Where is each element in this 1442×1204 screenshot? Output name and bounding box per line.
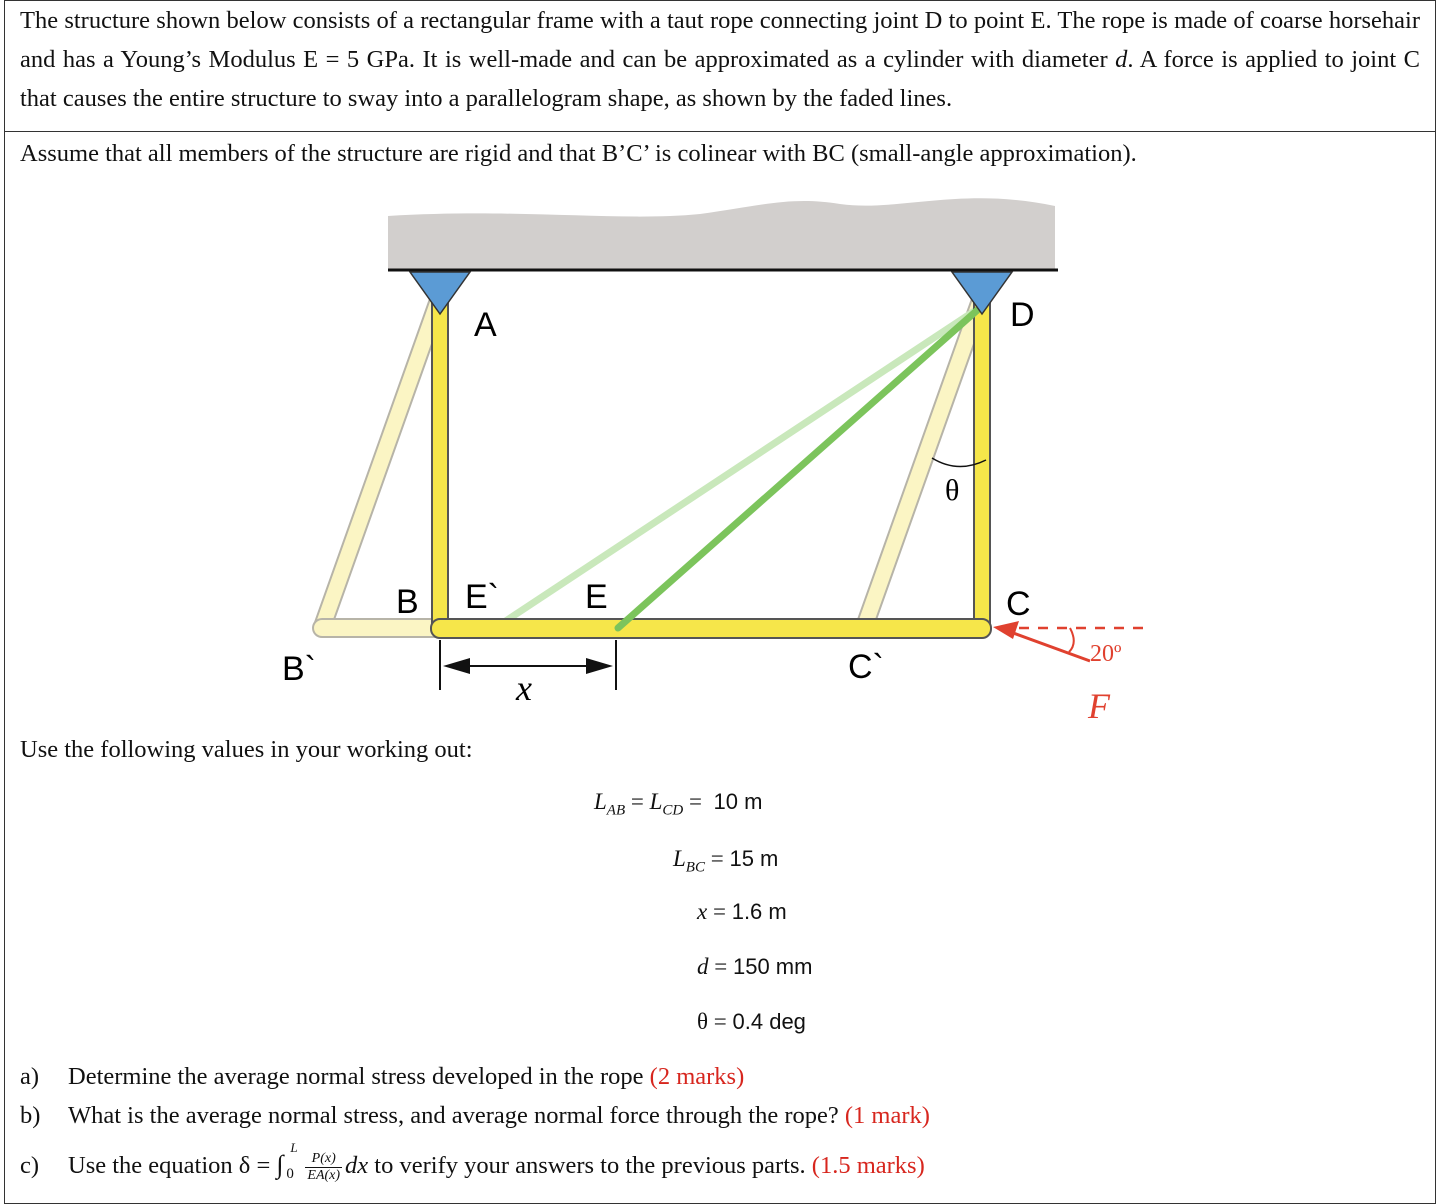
force-arrow — [1005, 630, 1090, 661]
question-a: a) Determine the average normal stress developed in the rope (2 marks) — [20, 1063, 745, 1090]
question-c: c) Use the equation δ = ∫ L 0 $\frac{P(x)}{EA(x)}$ dx to verify your answers to the previous parts. (1.5 marks) — [20, 1140, 925, 1183]
values-intro: Use the following values in your working out: — [20, 736, 473, 763]
label-a: A — [474, 306, 497, 344]
support-a — [410, 272, 470, 314]
angle-arc — [1069, 628, 1074, 652]
force-arrowhead — [993, 621, 1019, 639]
label-b: B — [396, 583, 419, 621]
label-angle: 20º — [1090, 641, 1122, 667]
label-force: F — [1088, 686, 1110, 726]
label-e-prime: E` — [465, 578, 499, 616]
eq-lab-lcd: $L_{AB} = L_{CD} = 10$ m — [594, 789, 763, 819]
label-e: E — [585, 578, 608, 616]
ceiling — [388, 198, 1055, 270]
eq-d: d = 150 mm — [697, 954, 813, 979]
eq-lbc: $L_{BC} = 15$ m — [673, 846, 779, 876]
label-theta: θ — [945, 474, 960, 507]
eq-theta: θ = 0.4 deg — [697, 1009, 806, 1034]
assumption-paragraph: Assume that all members of the structure are rigid and that B’C’ is colinear with BC (small-angle approximation). — [20, 140, 1137, 167]
label-c: C — [1006, 585, 1031, 623]
label-x: x — [516, 668, 532, 708]
dim-arrow-right — [586, 658, 613, 674]
dim-arrow-left — [443, 658, 470, 674]
label-d: D — [1010, 296, 1035, 334]
integral: ∫ L 0 — [276, 1140, 298, 1182]
eq-x: x = 1.6 m — [697, 899, 787, 924]
fraction: $\frac{P(x)}{EA(x)}$ — [307, 1150, 341, 1183]
label-c-prime: C` — [848, 648, 884, 686]
label-b-prime: B` — [282, 650, 316, 688]
question-b: b) What is the average normal stress, and average normal force through the rope? (1 mark) — [20, 1102, 930, 1129]
member-bc — [431, 619, 991, 638]
support-d — [952, 272, 1012, 314]
intro-paragraph: The structure shown below consists of a rectangular frame with a taut rope connecting joint D to point E. The rope is made of coarse horsehair and has a Young’s Modulus E = 5 GPa. It is well-made and can be approximated as a cylinder with diameter d. A force is applied to joint C that causes the entire structure to sway into a parallelogram shape, as shown by the faded lines. — [20, 7, 1421, 112]
faded-rope — [492, 306, 982, 630]
